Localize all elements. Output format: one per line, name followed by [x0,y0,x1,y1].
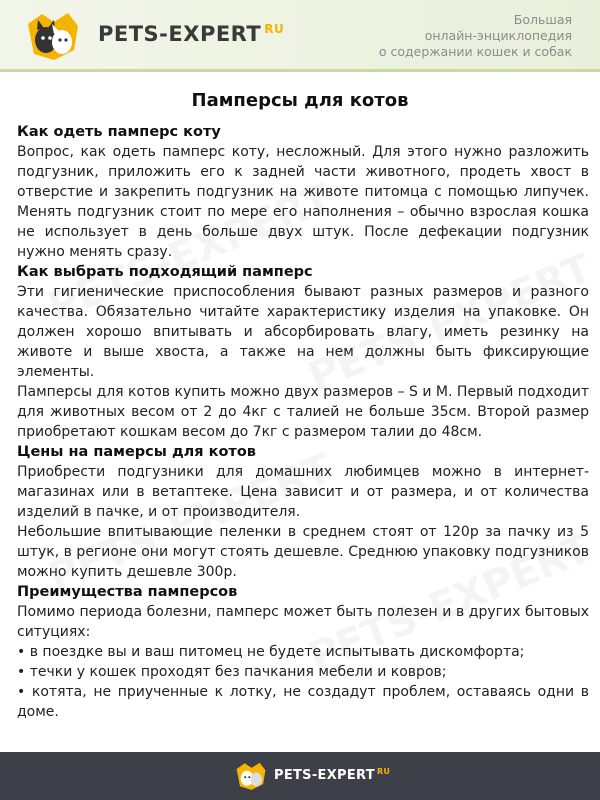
site-logo-text[interactable] [98,22,284,46]
logo-name: PETS-EXPERT [98,22,262,46]
paragraph: Приобрести подгузники для домашних любимцев можно в интернет-магазинах или в ветаптеке. Цена зависит и от размера, и от количества изделий в пачке, и от производителя. [17,464,589,520]
list-item: • в поездке вы и ваш питомец не будете испытывать дискомфорта; [17,642,589,662]
footer-logo-text[interactable] [274,767,390,783]
logo-tld: RU [264,22,285,36]
pets-logo-icon[interactable] [234,761,268,791]
list-item: • течки у кошек проходят без пачкания мебели и ковров; [17,662,589,682]
tagline-line: онлайн-энциклопедия [424,28,572,43]
site-header [0,0,600,72]
site-footer [0,752,600,800]
list-item: • котята, не приученные к лотку, не создадут проблем, оставаясь одни в доме. [17,682,589,722]
section-heading: Цены на памерсы для котов [17,444,256,460]
article-body [17,122,589,722]
section-heading: Как одеть памперс коту [17,124,221,140]
section-heading: Как выбрать подходящий памперс [17,264,313,280]
tagline-line: о содержании кошек и собак [378,44,572,59]
paragraph: Эти гигиенические приспособления бывают разных размеров и разного качества. Обязательно читайте характеристику изделия на упаковке. Он должен хорошо впитывать и абсорбировать влагу, иметь резинку на животе и выше хвоста, а также на нем должны быть фиксирующие элементы. [17,284,589,380]
section-heading: Преимущества памперсов [17,584,238,600]
paragraph: Небольшие впитывающие пеленки в среднем стоят от 120р за пачку из 5 штук, в регионе они могут стоять дешевле. Среднюю упаковку подгузников можно купить дешевле 300р. [17,524,589,580]
footer-logo-tld: RU [376,767,391,776]
benefits-list [17,642,589,722]
footer-logo-name: PETS-EXPERT [274,768,375,783]
pets-logo-icon[interactable] [24,10,82,62]
page-title: Памперсы для котов [191,90,409,111]
tagline-line: Большая [513,12,572,27]
site-tagline [379,12,572,60]
paragraph: Памперсы для котов купить можно двух размеров – S и M. Первый подходит для животных весом от 2 до 4кг с талией не больше 35см. Второй размер приобретают кошкам весом до 7кг с размером талии до 48см. [17,384,589,440]
paragraph: Вопрос, как одеть памперс коту, несложный. Для этого нужно разложить подгузник, приложить его к задней части животного, продеть хвост в отверстие и закрепить подгузник на животе питомца с помощью липучек. Менять подгузник стоит по мере его наполнения – обычно взрослая кошка не использует в день больше двух штук. После дефекации подгузник нужно менять сразу. [17,144,589,260]
paragraph: Помимо периода болезни, памперс может быть полезен и в других бытовых ситуциях: [17,604,589,640]
